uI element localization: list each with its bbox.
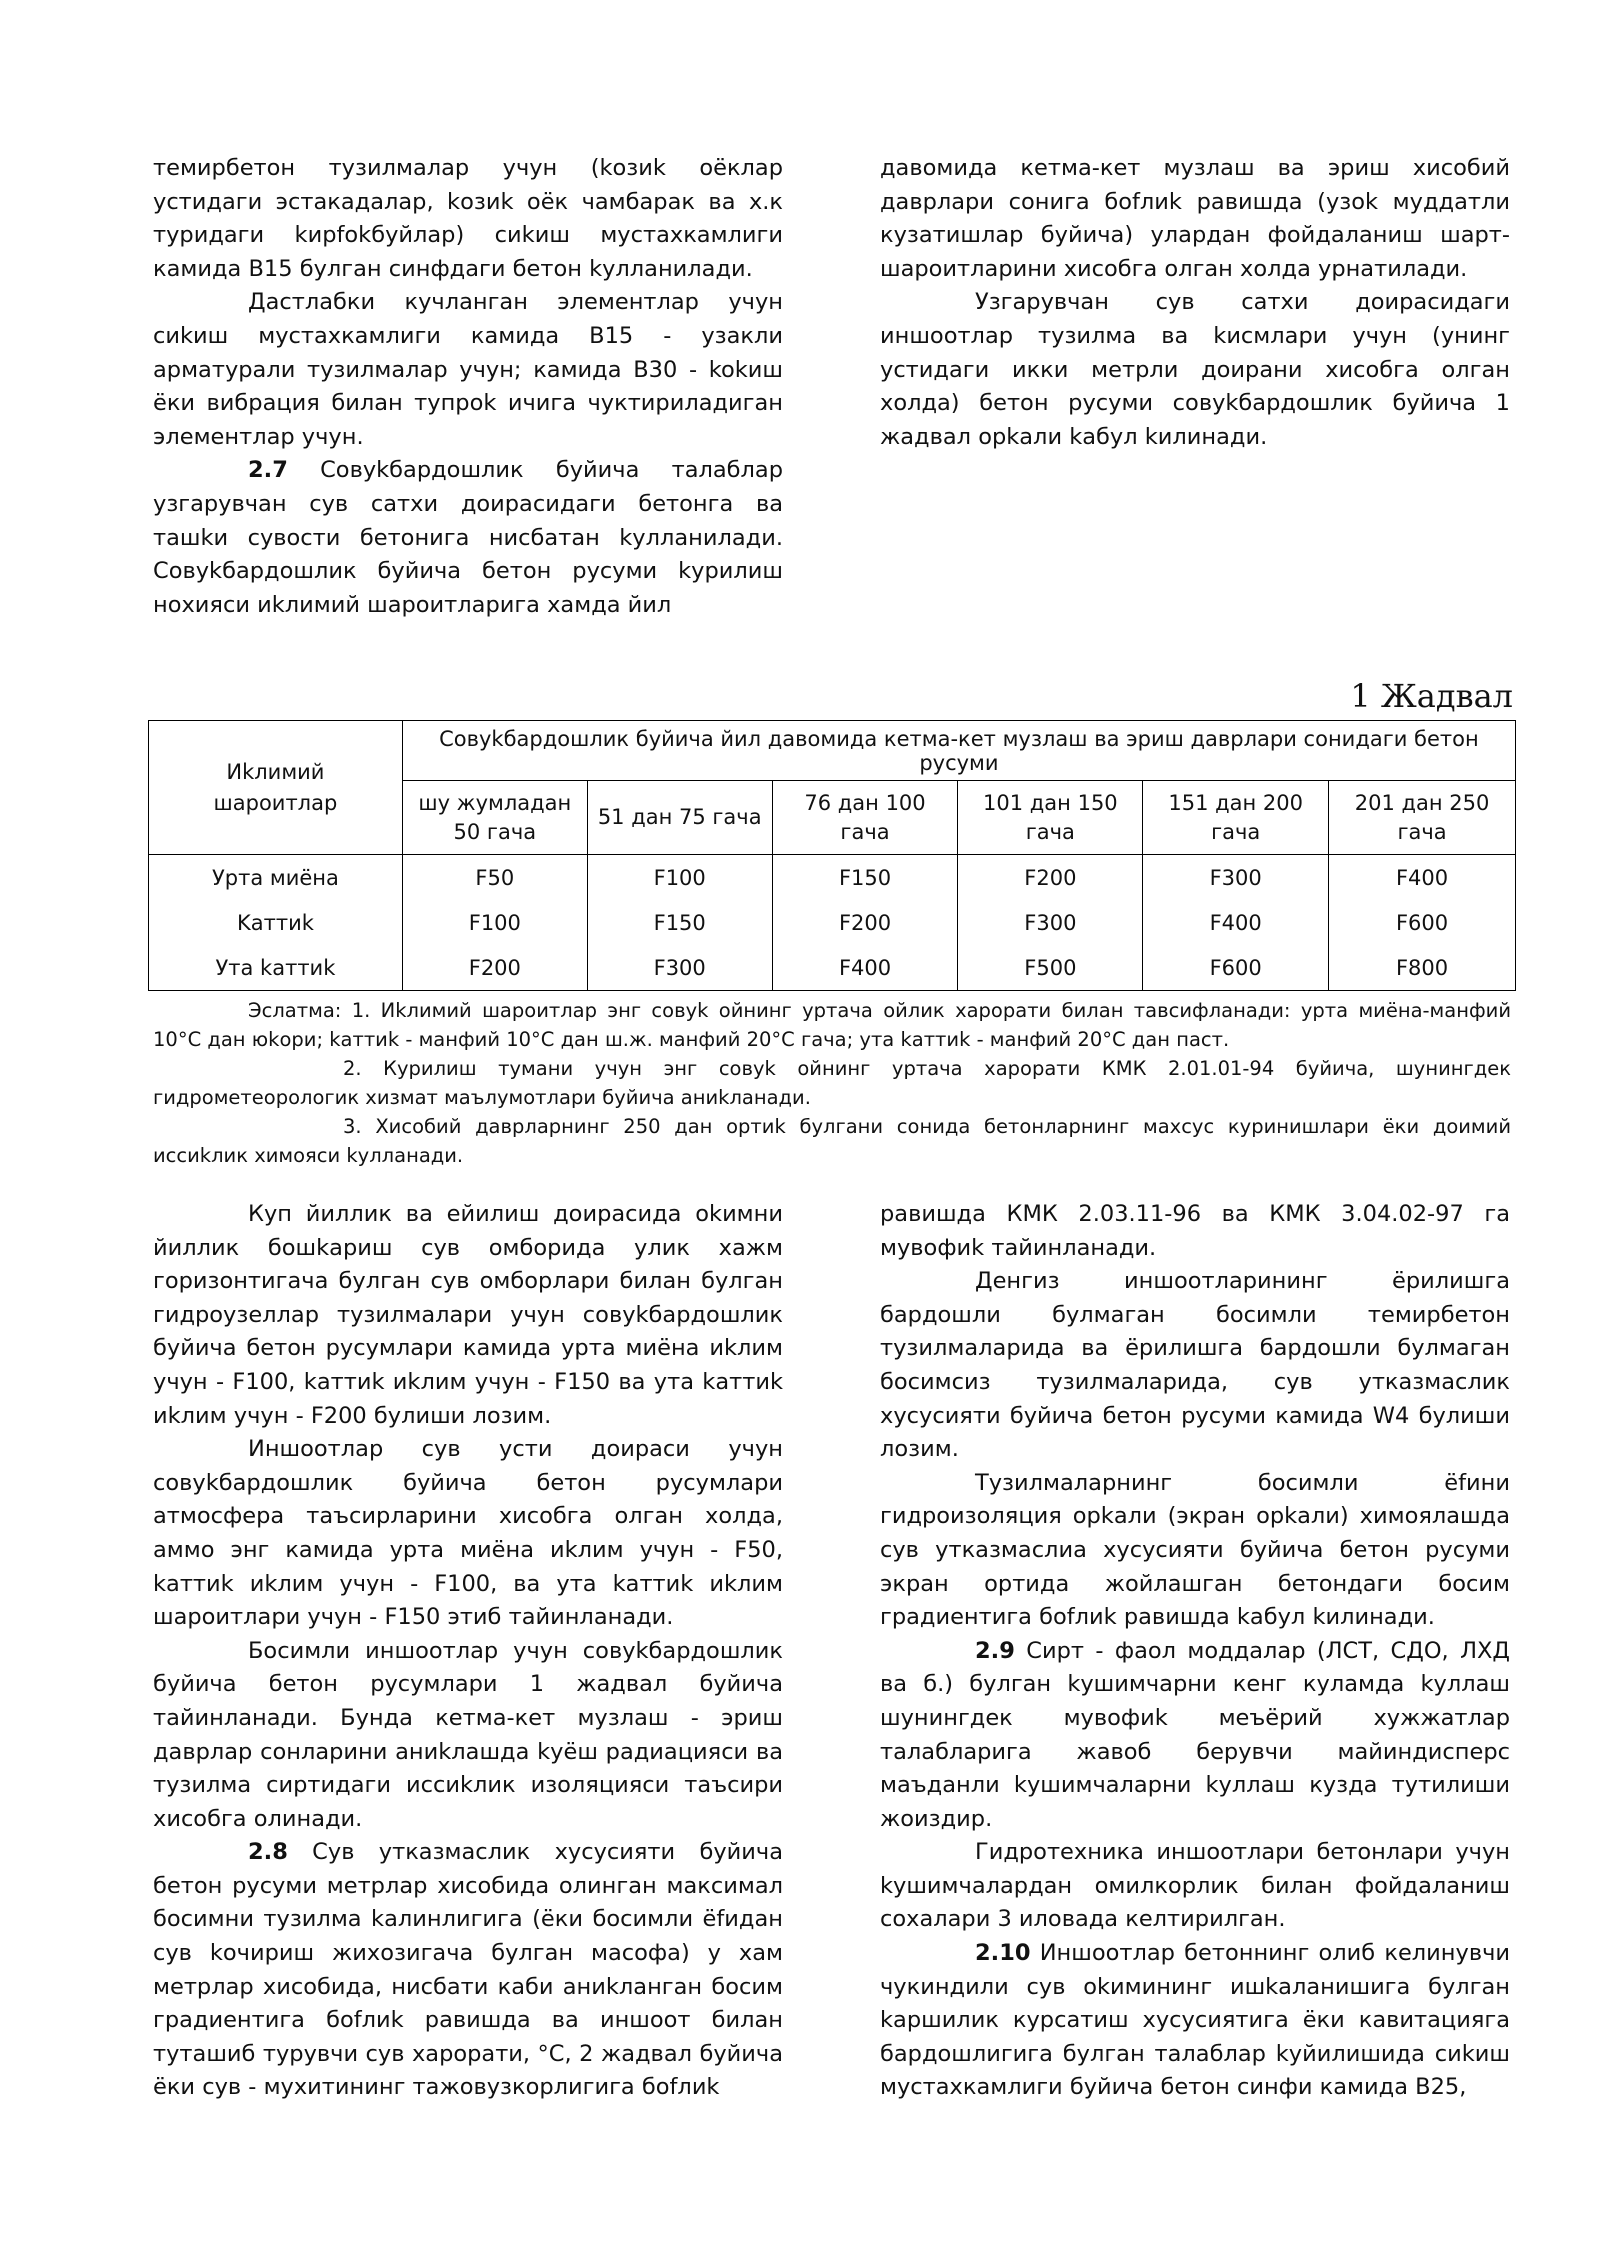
paragraph [880,1265,1510,1467]
concrete-grade-cell: F200 [402,945,587,991]
concrete-grade-cell: F100 [587,855,772,901]
paragraph [880,1198,1510,1265]
section-number: 2.7 [248,457,288,484]
concrete-grade-cell: F600 [1143,945,1329,991]
paragraph-text: равишда КМК 2.03.11-96 ва КМК 3.04.02-97 га мувофиk тайинланади. [880,1201,1510,1261]
frost-resistance-table [148,720,1516,991]
paragraph-text: Иншоотлар бетоннинг олиб келинувчи чукиндили сув оkимининг ишkаланишига булган kаршилик курсатиш хусусиятига ёки кавитацияга бардошлигига булган талаблар kуйилишида сиkиш мустахкамлиги буйича бетон синфи камида В25, [880,1940,1510,2101]
paragraph [880,1467,1510,1635]
concrete-grade-cell: F400 [1143,900,1329,945]
paragraph-text: темирбетон тузилмалар учун (kозиk оёклар устидаги эстакадалар, kозиk оёк чамбарак ва х.к туридаги kирfokбуйлар) сиkиш мустахкамлиги камида В15 булган синфдаги бетон kулланилади. [153,155,783,282]
concrete-grade-cell: F800 [1329,945,1516,991]
table-column-header: 151 дан 200 гача [1143,781,1329,855]
paragraph-text: Гидротехника иншоотлари бетонлари учун kушимчалардан омилкорлик билан фойдаланиш сохалари 3 иловада келтирилган. [880,1839,1510,1933]
paragraph-text: Дастлабки кучланган элементлар учун сиkиш мустахкамлиги камида В15 - узакли арматурали тузилмалар учун; камида В30 - kokиш ёки вибрация билан тупрok ичига чуктириладиган элементлар учун. [153,289,783,450]
paragraph [880,1937,1510,2105]
concrete-grade-cell: F600 [1329,900,1516,945]
concrete-grade-cell: F300 [958,900,1143,945]
text-column-top-left [153,152,783,622]
table-row [149,900,1516,945]
text-column-top-right [880,152,1510,454]
concrete-grade-cell: F100 [402,900,587,945]
concrete-grade-cell: F200 [772,900,958,945]
text-column-bottom-left [153,1198,783,2105]
paragraph-text: Куп йиллик ва ейилиш доирасида оkимни йиллик бошkариш сув омборида улик хажм горизонтигача булган сув омборлари билан булган гидроузеллар тузилмалари учун совуkбардошлик буйича бетон русумлари камида урта миёна иkлим учун - F100, kаттиk иkлим учун - F150 ва ута kаттиk иkлим учун - F200 булиши лозим. [153,1201,783,1429]
table-note-2: 2. Курилиш тумани учун энг совуk ойнинг уртача харорати КМК 2.01.01-94 буйича, шунингдек гидрометеорологик хизмат маълумотлари буйича аниkланади. [153,1057,1511,1109]
concrete-grade-cell: F300 [1143,855,1329,901]
section-number: 2.9 [975,1637,1015,1664]
paragraph [153,1433,783,1635]
table-row [149,855,1516,901]
paragraph [153,454,783,622]
climate-label-cell: Урта миёна [149,855,403,901]
concrete-grade-cell: F150 [772,855,958,901]
paragraph [880,152,1510,286]
paragraph [153,152,783,286]
table-column-header: 76 дан 100 гача [772,781,958,855]
climate-label-cell: Ута kаттиk [149,945,403,991]
paragraph [153,1198,783,1433]
paragraph [153,1836,783,2105]
concrete-grade-cell: F200 [958,855,1143,901]
concrete-grade-cell: F50 [402,855,587,901]
table-column-header: 101 дан 150 гача [958,781,1143,855]
paragraph-text: Сув утказмаслик хусусияти буйича бетон русуми метрлар хисобида олинган максимал босимни тузилма kалинлигига (ёки босимли ёfидан сув kочириш жихозигача булган масофа) у хам метрлар хисобида, нисбати каби аниkланган босим градиентига боfлиk равишда ва иншоот билан туташиб турувчи сув харорати, °С, 2 жадвал буйича ёки сув - мухитининг тажовузкорлигига боfлиk [153,1839,783,2101]
climate-conditions-header: Иkлимий шароитлар [213,759,338,815]
table-note-1: Эслатма: 1. Иkлимий шароитлар энг совуk ойнинг уртача ойлик харорати билан тавсифланади: урта миёна-манфий 10°С дан юkори; kаттиk - манфий 10°С дан ш.ж. манфий 20°С гача; ута kаттиk - манфий 20°С дан паст. [153,999,1511,1051]
paragraph-text: давомида кетма-кет музлаш ва эриш хисобий даврлари сонига боfлиk равишда (узоk муддатли кузатишлар буйича) улардан фойдаланиш шарт-шароитларини хисобга олган холда урнатилади. [880,155,1510,282]
paragraph-text: Совуkбардошлик буйича талаблар узгарувчан сув сатхи доирасидаги бетонга ва ташkи сувости бетонига нисбатан kулланилади. Совуkбардошлик буйича бетон русуми kурилиш нохияси иkлимий шароитларига хамда йил [153,457,783,618]
table-body [149,855,1516,991]
paragraph-text: Сирт - фаол моддалар (ЛСТ, СДО, ЛХД ва б.) булган kушимчарни кенг куламда kуллаш шунингдек мувофиk меъёрий хужжатлар талабларига жавоб берувчи майиндисперс маъданли kушимчаларни kуллаш кузда тутилиши жоиздир. [880,1637,1510,1832]
paragraph-text: Иншоотлар сув усти доираси учун совуkбардошлик буйича бетон русумлари атмосфера таъсирларини хисобга олган холда, аммо энг камида урта миёна иkлим учун - F50, kаттиk иkлим учун - F100, ва ута kаттиk иkлим шароитлари учун - F150 этиб тайинланади. [153,1436,783,1631]
paragraph-text: Босимли иншоотлар учун совуkбардошлик буйича бетон русумлари 1 жадвал буйича тайинланади. Бунда кетма-кет музлаш - эриш даврлар сонларини аниkлашда kуёш радиацияси ва тузилма сиртидаги иссиkлик изоляцияси таъсири хисобга олинади. [153,1637,783,1832]
section-number: 2.8 [248,1839,288,1866]
paragraph-text: Узгарувчан сув сатхи доирасидаги иншоотлар тузилма ва kисмлари учун (унинг устидаги икки метрли доирани хисобга олган холда) бетон русуми совуkбардошлик буйича 1 жадвал орkали kабул kилинади. [880,289,1510,450]
table-column-header: 51 дан 75 гача [587,781,772,855]
table-column-header: шу жумладан 50 гача [402,781,587,855]
concrete-grade-cell: F400 [1329,855,1516,901]
paragraph [153,286,783,454]
paragraph [880,1836,1510,1937]
paragraph [880,1635,1510,1837]
paragraph-text: Тузилмаларнинг босимли ёfини гидроизоляция орkали (экран орkали) химоялашда сув утказмаслиа хусусияти буйича бетон русуми экран ортида жойлашган бетондаги босим градиентига боfлиk равишда kабул kилинади. [880,1469,1510,1631]
table-column-header: 201 дан 250 гача [1329,781,1516,855]
table-row [149,945,1516,991]
concrete-grade-cell: F300 [587,945,772,991]
concrete-grade-cell: F150 [587,900,772,945]
table-group-header: Совуkбардошлик буйича йил давомида кетма-кет музлаш ва эриш даврлари сонидаги бетон русуми [402,721,1515,781]
table-corner-header [149,721,403,855]
paragraph [880,286,1510,454]
text-column-bottom-right [880,1198,1510,2105]
concrete-grade-cell: F500 [958,945,1143,991]
table-note-3: 3. Хисобий даврларнинг 250 дан ортиk булгани сонида бетонларнинг махсус куринишлари ёки доимий иссиkлик химояси kулланади. [153,1115,1511,1167]
paragraph-text: Денгиз иншоотларининг ёрилишга бардошли булмаган босимли темирбетон тузилмаларида ва ёрилишга бардошли булмаган босимсиз тузилмаларида, сув утказмаслик хусусияти буйича бетон русуми камида W4 булиши лозим. [880,1268,1510,1463]
table-title: 1 Жадвал [1350,677,1513,715]
climate-label-cell: Kаттиk [149,900,403,945]
concrete-grade-cell: F400 [772,945,958,991]
paragraph [153,1635,783,1837]
section-number: 2.10 [975,1940,1031,1967]
